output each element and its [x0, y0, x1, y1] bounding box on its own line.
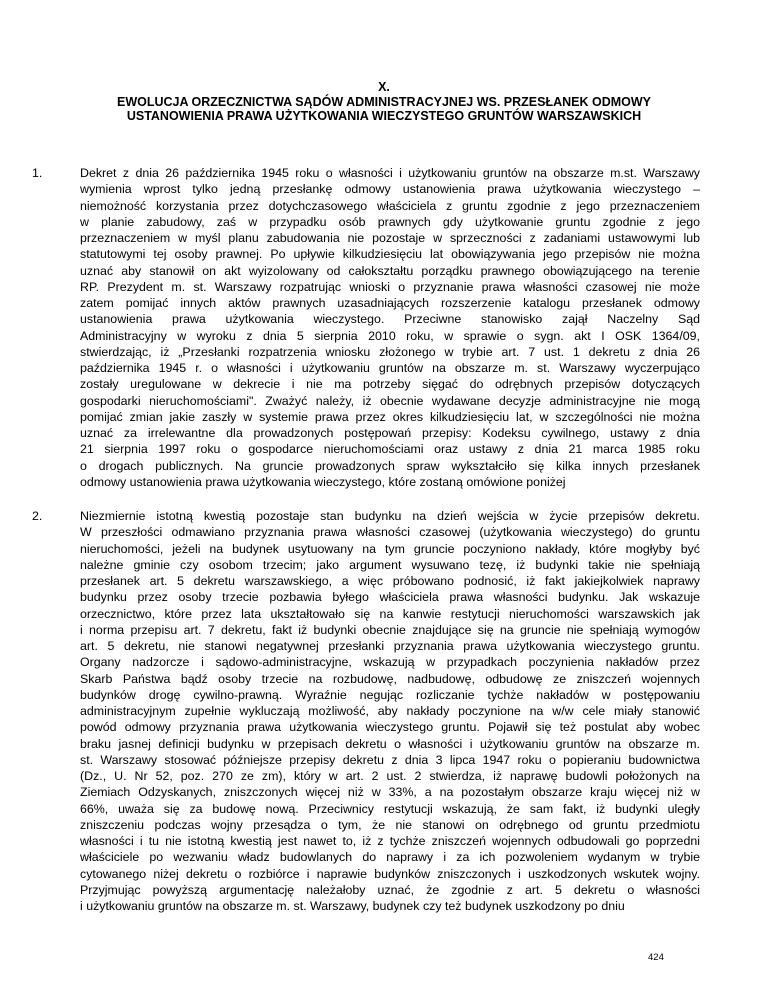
- text-line: st. Warszawy stosować późniejsze przepisy dekretu z dnia 3 lipca 1947 roku o popieraniu budownictwa: [80, 752, 700, 767]
- text-line: Dekret z dnia 26 października 1945 roku o własności i użytkowaniu gruntów na obszarze m.st. Warszawy: [80, 166, 700, 180]
- text-line: odmowy ustanowienia prawa użytkowania wieczystego, które zostaną omówione poniżej: [80, 474, 566, 489]
- text-line: w planie zabudowy, zaś w przypadku osób prawnych gdy użytkowanie gruntu zgodnie z jego: [80, 214, 700, 229]
- paragraph-text: [80, 165, 700, 490]
- text-line: przeznaczeniem w myśl planu zabudowania nie pozostaje w sprzeczności z zadaniami ustawowymi lub: [80, 231, 700, 245]
- chapter-heading: [80, 80, 688, 124]
- text-line: budynków drogę cywilno-prawną. Wyraźnie negując rozliczanie tychże nakładów w postępowaniu: [80, 687, 700, 702]
- text-line: braku jasnej definicji budynku w przepisach dekretu o własności i użytkowaniu gruntów na obszarze m.: [80, 736, 700, 751]
- text-line: budynku przez osoby trzecie pozbawia byłego właściciela prawa własności budynku. Jak wskazuje: [80, 590, 700, 605]
- text-line: statutowymi tej osoby prawnej. Po upływie kilkudziesięciu lat obowiązywania jego przepisów nie można: [80, 247, 700, 262]
- text-line: niemożność korzystania przez dotychczasowego właściciela z gruntu zgodnie z jego przeznaczeniem: [80, 198, 700, 213]
- text-line: powód odmowy przyznania prawa użytkowania wieczystego gruntu. Pojawił się też postulat aby wobec: [80, 720, 700, 735]
- text-line: uznać za irrelewantne dla prowadzonych postępowań przepisy: Kodeksu cywilnego, ustawy z dnia: [80, 426, 700, 440]
- paragraph-number: 1.: [32, 166, 43, 180]
- text-line: pomijać zmian jakie zaszły w systemie prawa przez okres kilkudziesięciu lat, w szczególności nie można: [80, 409, 700, 424]
- text-line: Przyjmując powyższą argumentację należałoby uznać, że zgodnie z art. 5 dekretu o własności: [80, 882, 700, 897]
- text-line: wymienia wprost tylko jedną przesłankę odmowy ustanowienia prawa użytkowania wieczystego –: [80, 182, 700, 197]
- text-line: Organy nadzorcze i sądowo-administracyjne, wskazują w przypadkach poczynienia nakładów przez: [80, 655, 700, 670]
- text-line: administracyjnym zupełnie wykluczają możliwość, aby nakłady poczynione na w/w cele miały stanowić: [80, 704, 700, 718]
- text-line: Administracyjny w wyroku z dnia 5 sierpnia 2010 roku, w sprawie o sygn. akt I OSK 1364/09,: [80, 328, 700, 343]
- text-line: i użytkowaniu gruntów na obszarze m. st. Warszawy, budynek czy też budynek uszkodzony po dniu: [80, 899, 625, 913]
- text-line: Skarb Państwa bądź osoby trzecie na rozbudowę, nadbudowę, odbudowę ze zniszczeń wojennych: [80, 671, 700, 686]
- text-line: Niezmiernie istotną kwestią pozostaje stan budynku na dzień wejścia w życie przepisów dekretu.: [80, 509, 700, 523]
- text-line: należne gminie czy osobom trzecim; jako argument wysuwano tezę, iż budynki takie nie spełniają: [80, 557, 700, 572]
- text-line: uznać aby stanowił on akt wyizolowany od całokształtu porządku prawnego obowiązującego na terenie: [80, 263, 700, 278]
- text-line: zniszczeniu podczas wojny przesądza o tym, że nie stanowi on odrębnego od gruntu przedmiotu: [80, 817, 700, 832]
- text-line: ustanowienia prawa użytkowania wieczystego. Przeciwne stanowisko zajął Naczelny Sąd: [80, 312, 700, 327]
- text-line: zostały uregulowane w dekrecie i nie ma potrzeby sięgać do odrębnych przepisów dotyczących: [80, 377, 700, 392]
- text-line: właściciele po wezwaniu władz budowlanych do naprawy i za ich pozwoleniem wydanym w trybie: [80, 850, 700, 865]
- text-line: gospodarki nieruchomościami". Zważyć należy, iż obecnie wydawane decyzje administracyjne nie mogą: [80, 393, 700, 408]
- text-line: 21 sierpnia 1997 roku o gospodarce nieruchomościami oraz ustawy z dnia 21 marca 1985 roku: [80, 442, 700, 457]
- chapter-title-line-1: EWOLUCJA ORZECZNICTWA SĄDÓW ADMINISTRACYJNEJ WS. PRZESŁANEK ODMOWY: [116, 94, 652, 109]
- text-line: nieruchomości, jeżeli na budynek usytuowany na tym gruncie poczyniono nakłady, które mogłyby być: [80, 541, 700, 556]
- paragraph-text: [80, 508, 700, 914]
- text-line: własności i tu nie istotną kwestią jest nawet to, iż z tychże zniszczeń wojennych odbudowali go poprzedni: [80, 834, 700, 848]
- text-line: października 1945 r. o własności i użytkowaniu gruntów na obszarze m. st. Warszawy wyczerpująco: [80, 361, 700, 375]
- text-line: zatem pomijać innych aktów prawnych uzasadniających rozszerzenie katalogu przesłanek odmowy: [80, 296, 700, 310]
- text-line: W przeszłości odmawiano przyznania prawa własności czasowej (użytkowania wieczystego) do gruntu: [80, 525, 700, 540]
- text-line: o drogach publicznych. Na gruncie prowadzonych spraw wykształciło się kilka innych przesłanek: [80, 458, 700, 473]
- text-line: RP. Prezydent m. st. Warszawy rozpatrując wnioski o przyznanie prawa własności czasowej nie może: [80, 279, 700, 294]
- text-line: cytowanego niżej dekretu o rozbiórce i naprawie budynków zniszczonych i uszkodzonych wskutek wojny.: [80, 866, 700, 881]
- text-line: przesłanek art. 5 dekretu warszawskiego, a więc próbowano podnosić, iż fakt jakiejkolwiek naprawy: [80, 574, 700, 588]
- text-line: i norma przepisu art. 7 dekretu, fakt iż budynki obecnie znajdujące się na gruncie nie spełniają wymogów: [80, 622, 700, 637]
- chapter-title-line-2: USTANOWIENIA PRAWA UŻYTKOWANIA WIECZYSTEGO GRUNTÓW WARSZAWSKICH: [126, 109, 642, 123]
- text-line: art. 5 dekretu, nie stanowi negatywnej przesłanki przyznania prawa użytkowania wieczystego gruntu.: [80, 639, 700, 653]
- text-line: stwierdzając, iż „Przesłanki rozpatrzenia wniosku złożonego w trybie art. 7 ust. 1 dekretu z dnia 26: [80, 344, 700, 359]
- page-number: 424: [648, 952, 664, 963]
- text-line: 66%, uważa się za budowę nową. Przeciwnicy restytucji wskazują, że sam fakt, iż budynki uległy: [80, 801, 700, 816]
- text-line: (Dz., U. Nr 52, poz. 270 ze zm), który w art. 2 ust. 2 stwierdza, iż naprawę budowli położonych na: [80, 769, 700, 783]
- chapter-number: X.: [378, 80, 390, 94]
- text-line: orzecznictwo, które przez lata ukształtowało się na kanwie restytucji nieruchomości warszawskich jak: [80, 606, 700, 621]
- text-line: Ziemiach Odzyskanych, zniszczonych więcej niż w 33%, a na pozostałym obszarze kraju więcej niż w: [80, 785, 700, 800]
- paragraph-number: 2.: [32, 509, 43, 523]
